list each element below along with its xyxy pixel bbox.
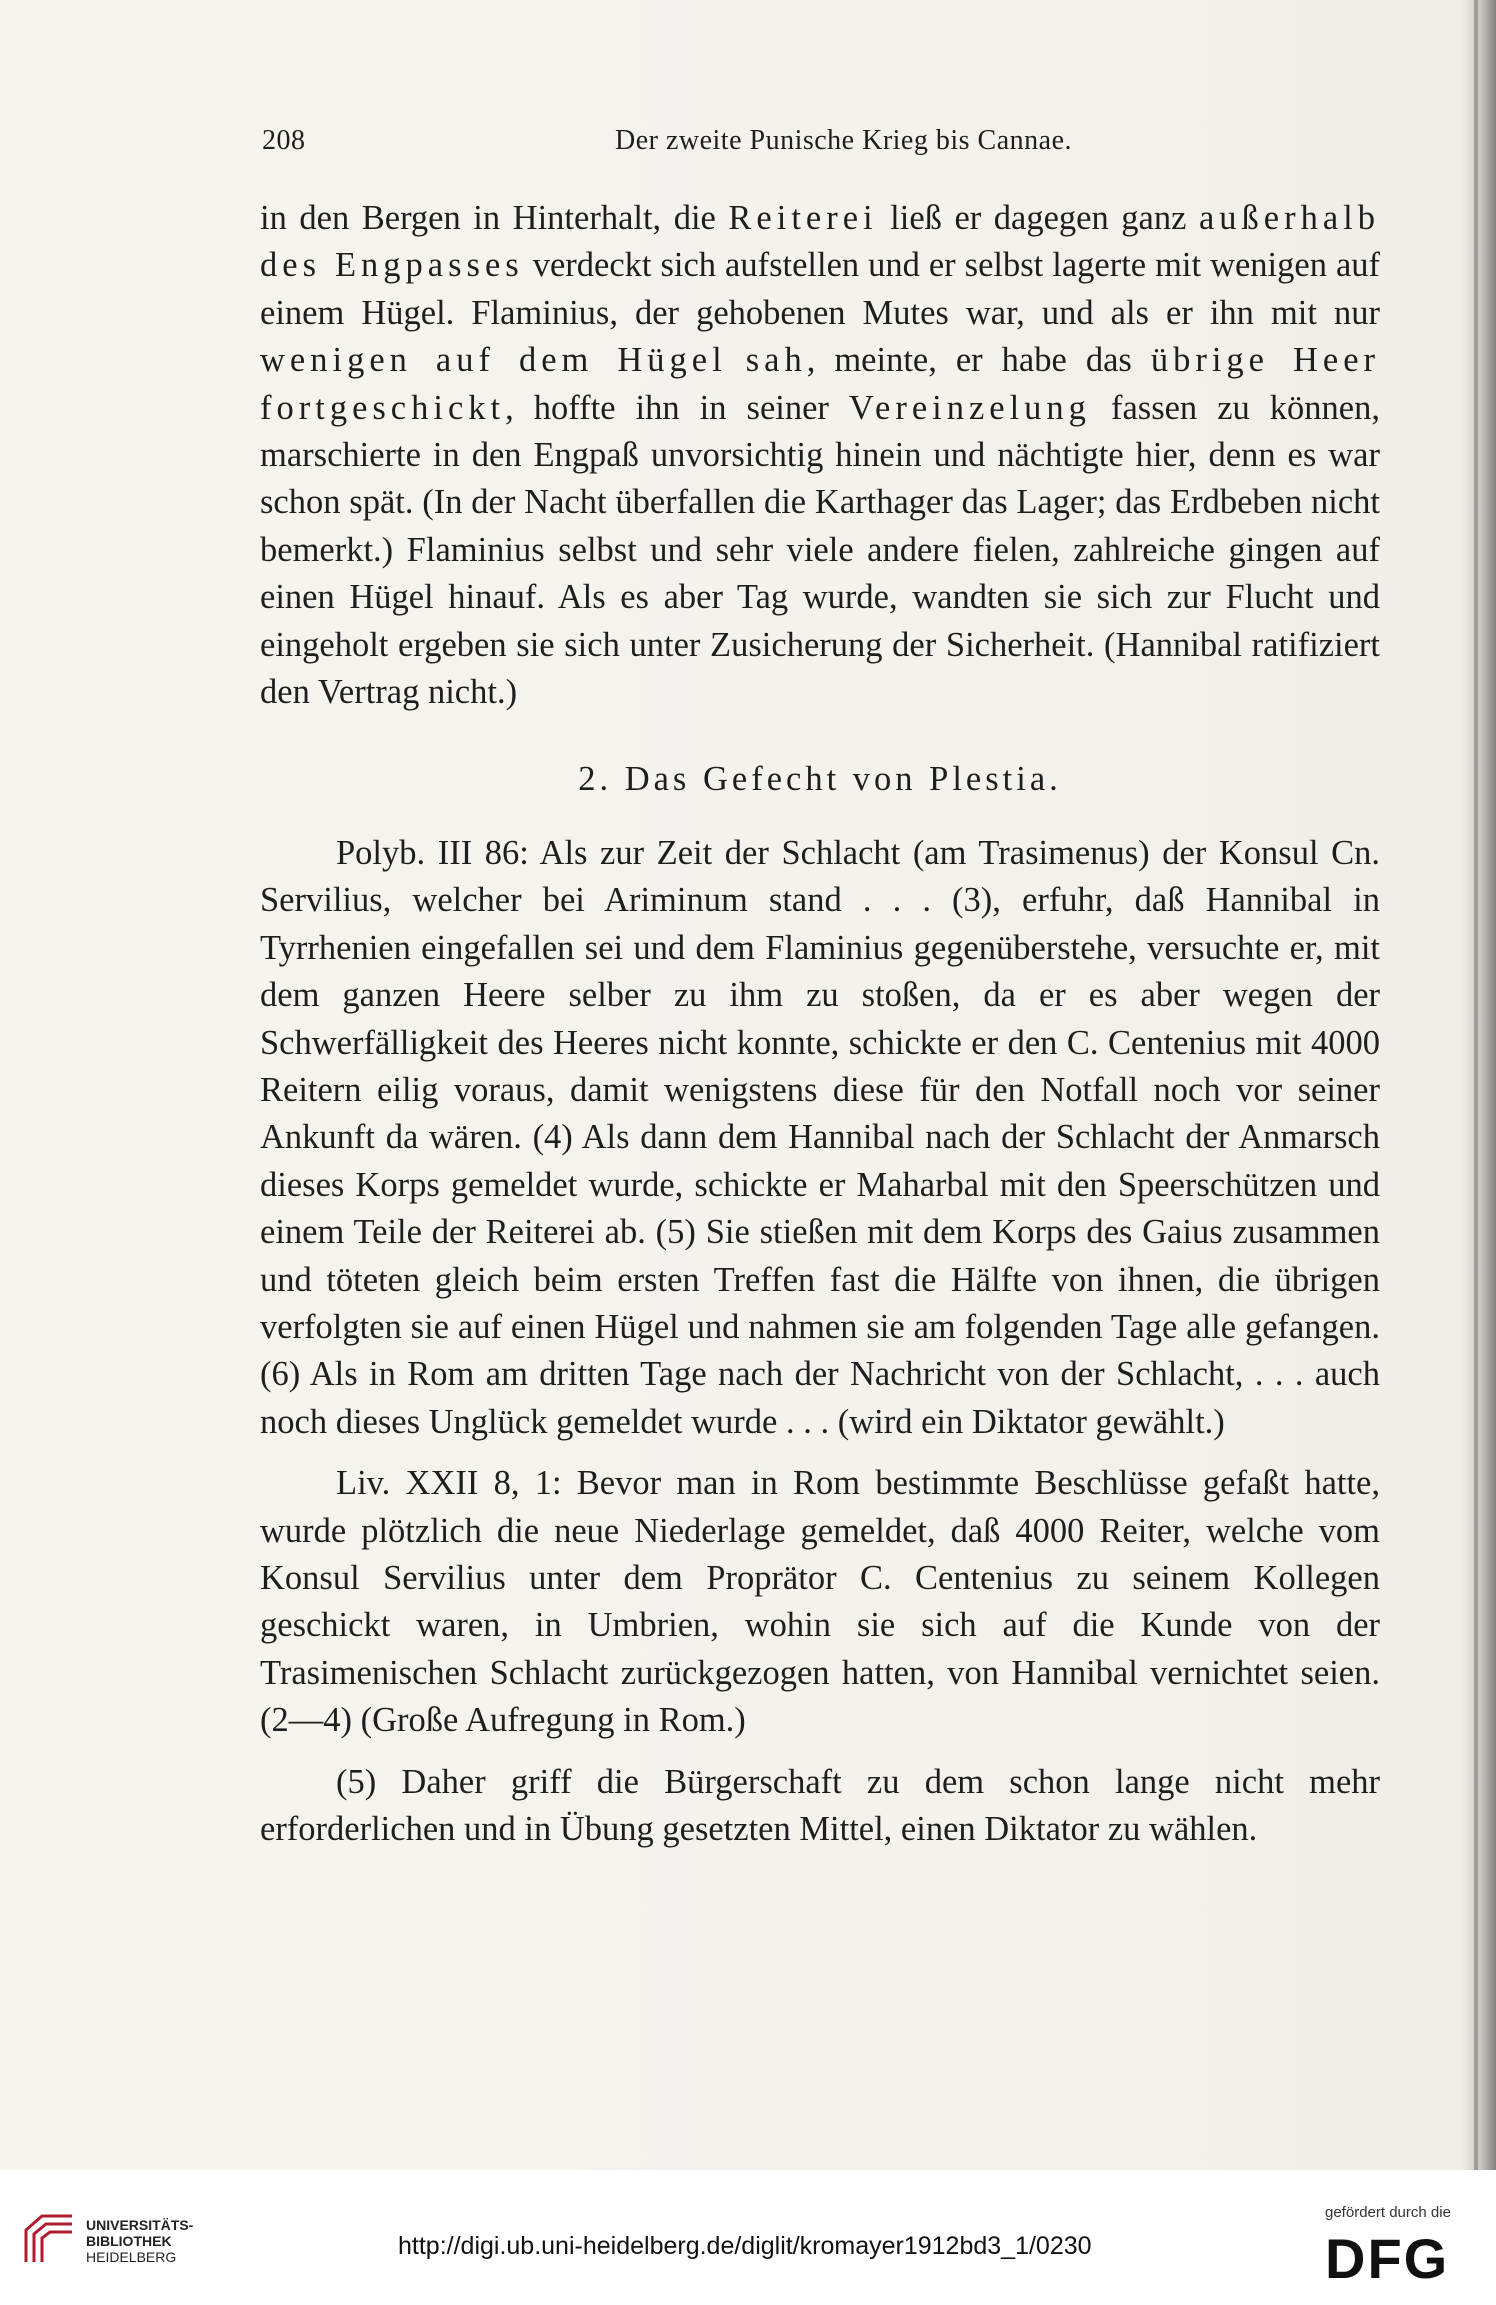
running-title: Der zweite Punische Krieg bis Cannae.	[614, 125, 1072, 156]
funding-caption: gefördert durch die	[1325, 2204, 1451, 2221]
text-run: ließ er dagegen ganz	[877, 199, 1199, 237]
page-edge-line	[1474, 0, 1478, 2170]
section-heading: 2. Das Gefecht von Plestia.	[578, 760, 1062, 799]
spaced-text: übrige Heer fortgeschickt	[260, 341, 1381, 427]
spaced-text: außerhalb des Engpasses	[260, 199, 1380, 285]
paragraph-polybius: Polyb. III 86: Als zur Zeit der Schlacht (am Trasimenus) der Konsul Cn. Servilius, welcher bei Ariminum stand . . . (3), erfuhr, daß Hannibal in Tyrrhenien eingefallen sei und dem Flaminius gegenüberstehe, versuchte er, mit dem ganzen Heere selber zu ihm zu stoßen, da er es aber wegen der Schwerfälligkeit des Heeres nicht konnte, schickte er den C. Centenius mit 4000 Reitern eilig voraus, damit wenigstens diese für den Notfall noch vor seiner Ankunft da wären. (4) Als dann dem Hannibal nach der Schlacht der Anmarsch dieses Korps gemeldet wurde, schickte er Maharbal mit den Speerschützen und einem Teile der Reiterei ab. (5) Sie stießen mit dem Korps des Gaius zusammen und töteten gleich beim ersten Treffen fast die Hälfte von ihnen, die übrigen verfolgten sie auf einen Hügel und nahmen sie am folgenden Tage alle gefangen. (6) Als in Rom am dritten Tage nach der Nachricht von der Schlacht, . . . auch noch dieses Unglück gemeldet wurde . . . (wird ein Diktator gewählt.)	[260, 833, 1380, 1441]
text-run	[727, 341, 746, 379]
paragraph-diktator: (5) Daher griff die Bürgerschaft zu dem schon lange nicht mehr erforderlichen und in Übung gesetzten Mittel, einen Diktator zu wählen.	[260, 1762, 1380, 1848]
library-line-2: BIBLIOTHEK	[86, 2233, 172, 2249]
text-run: verdeckt sich aufstellen und er selbst lagerte mit wenigen auf einem Hügel. Flaminius, der gehobenen Mutes war, und als er ihn mit nur	[260, 246, 1380, 332]
library-line-3: HEIDELBERG	[86, 2249, 177, 2265]
running-header	[262, 125, 1072, 157]
text-run: , hoffte ihn in seiner	[505, 388, 849, 427]
spaced-text: Reiterei	[728, 199, 878, 237]
text-run: fassen zu können, marschierte in den Engpaß unvorsichtig hinein und nächtigte hier, denn es war schon spät. (In der Nacht überfallen die Karthager das Lager; das Erdbeben nicht bemerkt.) Flaminius selbst und sehr viele andere fielen, zahlreiche gingen auf einen Hügel hinauf. Als es aber Tag wurde, wandten sie sich zur Flucht und eingeholt ergeben sie sich unter Zusicherung der Sicherheit. (Hannibal ratifiziert den Vertrag nicht.)	[260, 388, 1380, 712]
permalink-url[interactable]: http://digi.ub.uni-heidelberg.de/diglit/kromayer1912bd3_1/0230	[398, 2232, 1092, 2260]
page-number: 208	[262, 125, 306, 156]
page-edge-shadow	[1462, 0, 1496, 2170]
text-run: , meinte, er habe das	[806, 341, 1151, 380]
library-name	[86, 2217, 193, 2265]
page-body	[260, 195, 1380, 1853]
spaced-text: wenigen auf dem Hügel	[260, 341, 727, 380]
dfg-logo: DFG	[1325, 2227, 1450, 2290]
ub-heidelberg-logo-icon	[20, 2210, 78, 2268]
paragraph-livius: Liv. XXII 8, 1: Bevor man in Rom bestimmte Beschlüsse gefaßt hatte, wurde plötzlich die neue Niederlage gemeldet, daß 4000 Reiter, welche vom Konsul Servilius unter dem Proprätor C. Centenius zu seinem Kollegen geschickt waren, in Umbrien, wohin sie sich auf die Kunde von der Trasimenischen Schlacht zurückgezogen hatten, von Hannibal vernichtet seien. (2—4) (Große Aufregung in Rom.)	[260, 1464, 1380, 1740]
spaced-text: sah	[745, 341, 807, 380]
paragraph-1	[260, 195, 1380, 716]
spaced-text: Vereinzelung	[848, 388, 1091, 427]
text-run: in den Bergen in Hinterhalt, die	[260, 199, 729, 237]
library-line-1: UNIVERSITÄTS-	[86, 2217, 194, 2233]
digitization-footer	[0, 2170, 1496, 2305]
